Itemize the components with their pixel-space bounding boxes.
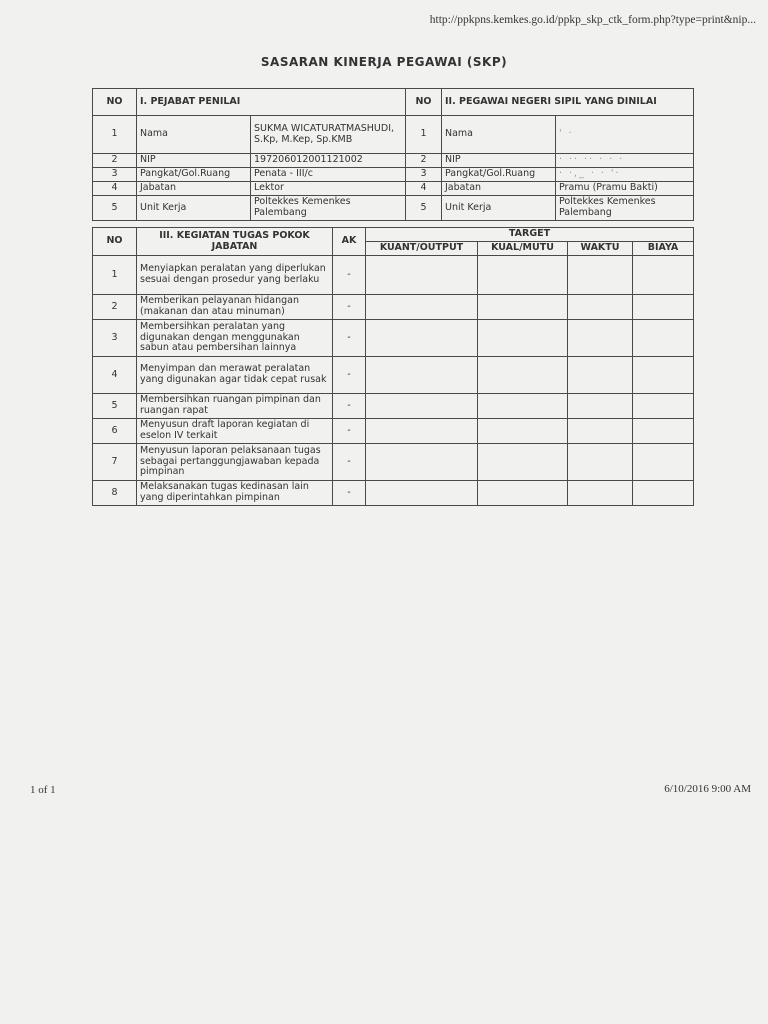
field-value: ' · (556, 116, 694, 154)
col-no: NO (93, 89, 137, 116)
row-number: 3 (93, 168, 137, 182)
task-description: Memberikan pelayanan hidangan (makanan dan atau minuman) (137, 295, 333, 320)
kual-mutu-cell (478, 256, 568, 295)
pejabat-header-row (93, 89, 694, 116)
kegiatan-header-row (93, 228, 694, 242)
biaya-cell (633, 444, 694, 481)
row-number: 5 (93, 196, 137, 221)
field-value: Penata - III/c (251, 168, 406, 182)
biaya-cell (633, 419, 694, 444)
row-number: 2 (93, 154, 137, 168)
kuant-output-cell (366, 481, 478, 506)
row-number: 1 (93, 256, 137, 295)
ak-value: - (333, 256, 366, 295)
kuant-output-cell (366, 256, 478, 295)
kegiatan-body (93, 256, 694, 506)
page-title: SASARAN KINERJA PEGAWAI (SKP) (260, 55, 508, 69)
pejabat-row (93, 182, 694, 196)
field-value: Pramu (Pramu Bakti) (556, 182, 694, 196)
task-description: Menyiapkan peralatan yang diperlukan sesuai dengan prosedur yang berlaku (137, 256, 333, 295)
row-number: 1 (406, 116, 442, 154)
kuant-output-cell (366, 419, 478, 444)
page-count: 1 of 1 (30, 784, 56, 796)
field-label: Unit Kerja (442, 196, 556, 221)
col-kual-mutu: KUAL/MUTU (478, 242, 568, 256)
biaya-cell (633, 481, 694, 506)
row-number: 2 (406, 154, 442, 168)
target-heading: TARGET (366, 228, 694, 242)
task-description: Membersihkan ruangan pimpinan dan ruangan rapat (137, 394, 333, 419)
field-value: · ·,_ · · '· (556, 168, 694, 182)
task-description: Membersihkan peralatan yang digunakan dengan menggunakan sabun atau pembersihan lainnya (137, 320, 333, 357)
biaya-cell (633, 295, 694, 320)
biaya-cell (633, 320, 694, 357)
waktu-cell (568, 320, 633, 357)
field-value: Lektor (251, 182, 406, 196)
field-value: SUKMA WICATURATMASHUDI, S.Kp, M.Kep, Sp.KMB (251, 116, 406, 154)
kuant-output-cell (366, 394, 478, 419)
row-number: 3 (93, 320, 137, 357)
row-number: 8 (93, 481, 137, 506)
field-label: Nama (442, 116, 556, 154)
col-biaya: BIAYA (633, 242, 694, 256)
kual-mutu-cell (478, 481, 568, 506)
waktu-cell (568, 444, 633, 481)
row-number: 5 (93, 394, 137, 419)
kuant-output-cell (366, 357, 478, 394)
row-number: 7 (93, 444, 137, 481)
biaya-cell (633, 357, 694, 394)
pejabat-body (93, 116, 694, 221)
ak-value: - (333, 320, 366, 357)
field-label: NIP (137, 154, 251, 168)
row-number: 6 (93, 419, 137, 444)
kual-mutu-cell (478, 419, 568, 444)
col-no-2: NO (406, 89, 442, 116)
waktu-cell (568, 419, 633, 444)
field-label: Jabatan (137, 182, 251, 196)
row-number: 2 (93, 295, 137, 320)
pejabat-row (93, 196, 694, 221)
kegiatan-row (93, 419, 694, 444)
field-value: Poltekkes Kemenkes Palembang (251, 196, 406, 221)
row-number: 3 (406, 168, 442, 182)
field-value: 197206012001121002 (251, 154, 406, 168)
kegiatan-row (93, 256, 694, 295)
row-number: 4 (406, 182, 442, 196)
field-label: Pangkat/Gol.Ruang (137, 168, 251, 182)
waktu-cell (568, 394, 633, 419)
pejabat-penilai-heading: I. PEJABAT PENILAI (137, 89, 406, 116)
kual-mutu-cell (478, 357, 568, 394)
print-url: http://ppkpns.kemkes.go.id/ppkp_skp_ctk_form.php?type=print&nip... (429, 14, 756, 26)
row-number: 4 (93, 182, 137, 196)
field-label: Nama (137, 116, 251, 154)
kegiatan-row (93, 295, 694, 320)
kuant-output-cell (366, 320, 478, 357)
kuant-output-cell (366, 444, 478, 481)
biaya-cell (633, 256, 694, 295)
kegiatan-row (93, 394, 694, 419)
ak-value: - (333, 419, 366, 444)
kual-mutu-cell (478, 394, 568, 419)
print-datetime: 6/10/2016 9:00 AM (664, 783, 751, 795)
pejabat-row (93, 168, 694, 182)
kegiatan-heading: III. KEGIATAN TUGAS POKOK JABATAN (137, 228, 333, 256)
task-description: Menyimpan dan merawat peralatan yang digunakan agar tidak cepat rusak (137, 357, 333, 394)
biaya-cell (633, 394, 694, 419)
field-label: Pangkat/Gol.Ruang (442, 168, 556, 182)
pejabat-row (93, 154, 694, 168)
row-number: 1 (93, 116, 137, 154)
task-description: Menyusun draft laporan kegiatan di eselon IV terkait (137, 419, 333, 444)
kuant-output-cell (366, 295, 478, 320)
waktu-cell (568, 357, 633, 394)
ak-value: - (333, 295, 366, 320)
pejabat-table (92, 88, 694, 221)
waktu-cell (568, 256, 633, 295)
ak-value: - (333, 394, 366, 419)
field-value: Poltekkes Kemenkes Palembang (556, 196, 694, 221)
task-description: Menyusun laporan pelaksanaan tugas sebagai pertanggungjawaban kepada pimpinan (137, 444, 333, 481)
kegiatan-row (93, 444, 694, 481)
field-label: Jabatan (442, 182, 556, 196)
ak-value: - (333, 444, 366, 481)
field-value: · ·· ·· · · · (556, 154, 694, 168)
kual-mutu-cell (478, 320, 568, 357)
row-number: 5 (406, 196, 442, 221)
pejabat-row (93, 116, 694, 154)
field-label: NIP (442, 154, 556, 168)
row-number: 4 (93, 357, 137, 394)
ak-value: - (333, 357, 366, 394)
waktu-cell (568, 295, 633, 320)
kual-mutu-cell (478, 444, 568, 481)
waktu-cell (568, 481, 633, 506)
col-ak: AK (333, 228, 366, 256)
col-kuant-output: KUANT/OUTPUT (366, 242, 478, 256)
kual-mutu-cell (478, 295, 568, 320)
col-waktu: WAKTU (568, 242, 633, 256)
field-label: Unit Kerja (137, 196, 251, 221)
kegiatan-row (93, 320, 694, 357)
pns-dinilai-heading: II. PEGAWAI NEGERI SIPIL YANG DINILAI (442, 89, 694, 116)
col-no-3: NO (93, 228, 137, 256)
task-description: Melaksanakan tugas kedinasan lain yang diperintahkan pimpinan (137, 481, 333, 506)
ak-value: - (333, 481, 366, 506)
kegiatan-row (93, 481, 694, 506)
kegiatan-row (93, 357, 694, 394)
kegiatan-table (92, 227, 694, 506)
